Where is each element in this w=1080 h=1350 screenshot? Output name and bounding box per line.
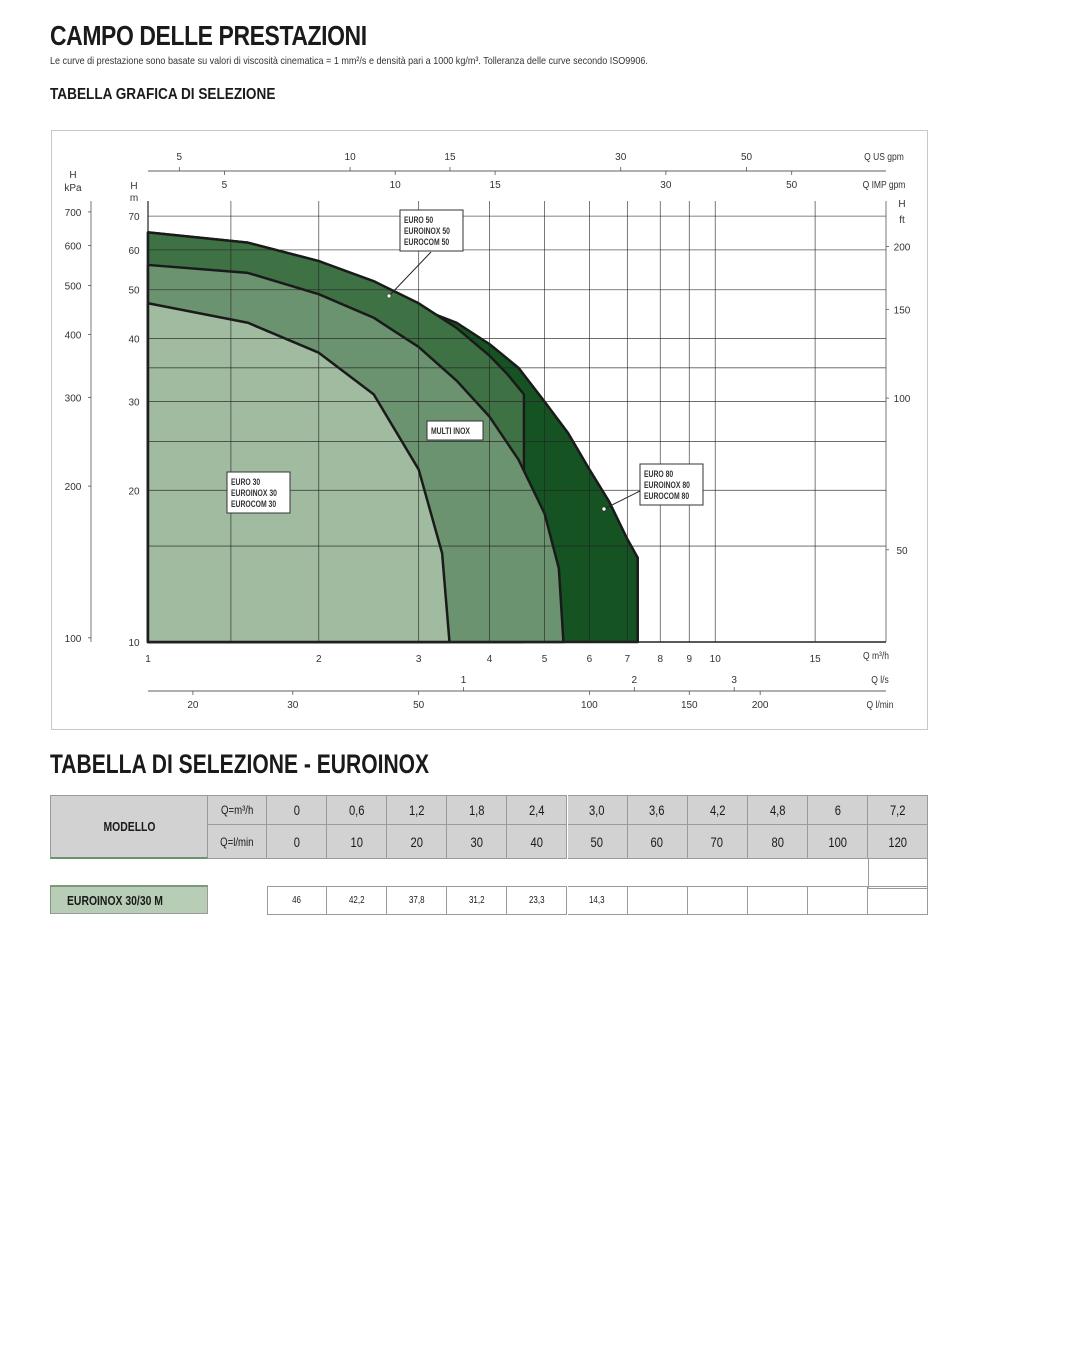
- curve-label-dot: [602, 507, 606, 511]
- curve-label-line: EURO 50: [404, 214, 434, 226]
- flow-m3h-header: [387, 795, 447, 825]
- y-kpa-tick-label: 100: [64, 633, 82, 645]
- value-cell: [748, 886, 808, 915]
- flow-m3h-header: [507, 795, 567, 825]
- curve-label-line: EUROCOM 80: [644, 490, 690, 502]
- y-kpa-unit: kPa: [64, 183, 82, 194]
- y-ft-tick-label: 50: [896, 545, 908, 557]
- y-ft-tick-label: 100: [893, 394, 911, 406]
- flow-lmin-header-text: 20: [410, 833, 423, 850]
- value-cell-text: 42,2: [348, 895, 365, 906]
- y-m-tick-label: 40: [128, 334, 140, 346]
- x-imp-gpm-axis-tick-label: 10: [389, 180, 401, 191]
- flow-lmin-header-text: 80: [771, 833, 784, 850]
- y-ft-title: H: [898, 199, 906, 210]
- flow-m3h-header-text: 4,2: [709, 802, 726, 818]
- flow-lmin-header-text: 30: [470, 833, 484, 850]
- flow-lmin-header: [267, 825, 327, 859]
- flow-lmin-header: [868, 825, 928, 859]
- x-us-gpm-axis-tick-label: 50: [741, 152, 753, 163]
- curve-label-line: EURO 30: [231, 476, 261, 488]
- y-kpa-tick-label: 600: [64, 241, 82, 253]
- flow-lmin-header-text: 40: [530, 833, 544, 850]
- x-us-gpm-axis-tick-label: 15: [444, 152, 456, 163]
- x-m3h-tick-label: 6: [586, 654, 593, 665]
- flow-m3h-header-text: 1,8: [469, 802, 485, 818]
- y-m-title: H: [130, 181, 138, 192]
- flow-m3h-header-text: 7,2: [889, 802, 906, 818]
- value-cell: [267, 886, 327, 915]
- curve-label-line: MULTI INOX: [431, 425, 470, 437]
- unit-lmin-header: [208, 825, 267, 859]
- x-imp-gpm-axis-tick-label: 50: [786, 180, 798, 191]
- flow-m3h-header: [267, 795, 327, 825]
- flow-m3h-header: [447, 795, 507, 825]
- flow-m3h-header-text: 1,2: [408, 802, 425, 818]
- value-cell: [868, 886, 928, 915]
- value-cell: [808, 886, 868, 915]
- flow-lmin-header: [568, 825, 628, 859]
- x-us-gpm-axis-title: Q US gpm: [864, 151, 904, 163]
- x-m3h-tick-label: 8: [657, 654, 664, 665]
- x-ls-axis-tick-label: 3: [731, 675, 737, 686]
- value-cell-text: 23,3: [529, 895, 545, 906]
- selection-table-title: TABELLA DI SELEZIONE - EUROINOX: [50, 749, 430, 779]
- flow-m3h-header-text: 4,8: [769, 802, 786, 818]
- unit-m3h-header-text: Q=m³/h: [220, 803, 254, 817]
- y-m-tick-label: 70: [128, 212, 140, 224]
- curve-label-line: EUROCOM 30: [231, 498, 277, 510]
- x-m3h-tick-label: 7: [624, 654, 631, 665]
- x-imp-gpm-axis-tick-label: 5: [221, 180, 228, 191]
- y-kpa-tick-label: 500: [64, 281, 82, 293]
- value-cell-text: 46: [292, 895, 302, 906]
- unit-m3h-header: [208, 795, 267, 825]
- y-kpa-tick-label: 700: [64, 207, 82, 219]
- curve-label-line: EUROINOX 30: [231, 487, 277, 499]
- value-cell-text: 31,2: [469, 895, 485, 906]
- x-lmin-axis-tick-label: 100: [581, 700, 598, 711]
- curve-label-line: EURO 80: [644, 468, 674, 480]
- x-m3h-tick-label: 10: [709, 654, 721, 665]
- model-header-text: MODELLO: [103, 819, 155, 834]
- y-ft-unit: ft: [899, 215, 905, 226]
- flow-lmin-header-text: 10: [350, 833, 363, 850]
- flow-lmin-header: [507, 825, 567, 859]
- x-m3h-tick-label: 4: [486, 654, 493, 665]
- flow-lmin-header-text: 0: [293, 833, 300, 850]
- performance-chart-frame: [51, 130, 928, 730]
- page-title: CAMPO DELLE PRESTAZIONI: [50, 20, 367, 51]
- flow-lmin-header-text: 60: [650, 833, 664, 850]
- x-imp-gpm-axis-title: Q IMP gpm: [862, 179, 906, 191]
- flow-m3h-header-text: 3,6: [649, 802, 665, 818]
- value-cell-text: 14,3: [589, 895, 605, 906]
- x-ls-axis-tick-label: 2: [631, 675, 638, 686]
- y-ft-tick-label: 150: [893, 305, 911, 317]
- y-m-unit: m: [129, 193, 139, 204]
- flow-lmin-header-text: 50: [590, 833, 604, 850]
- x-lmin-axis-tick-label: 20: [187, 700, 199, 711]
- model-name-cell-text: EUROINOX 30/30 M: [66, 892, 163, 908]
- flow-m3h-header: [748, 795, 808, 825]
- x-m3h-title: Q m³/h: [863, 650, 889, 662]
- value-cell: [568, 886, 628, 915]
- x-us-gpm-axis-tick-label: 30: [615, 152, 627, 163]
- x-m3h-tick-label: 2: [315, 654, 322, 665]
- flow-lmin-header: [387, 825, 447, 859]
- y-kpa-tick-label: 400: [64, 330, 82, 342]
- y-kpa-tick-label: 200: [64, 482, 82, 494]
- x-m3h-tick-label: 15: [809, 654, 821, 665]
- x-imp-gpm-axis-tick-label: 30: [660, 180, 672, 191]
- y-m-tick-label: 10: [128, 638, 140, 649]
- flow-lmin-header: [688, 825, 748, 859]
- model-name-cell: [50, 885, 208, 914]
- value-cell: [387, 886, 447, 915]
- y-kpa-title: H: [69, 170, 77, 181]
- x-lmin-axis-title: Q l/min: [866, 699, 894, 711]
- x-lmin-axis-tick-label: 50: [413, 700, 425, 711]
- flow-m3h-header: [628, 795, 688, 825]
- value-cell: [447, 886, 507, 915]
- curve-label-box-4: [602, 464, 703, 511]
- flow-m3h-header: [868, 795, 928, 825]
- value-cell: [507, 886, 567, 915]
- chart-section-title: TABELLA GRAFICA DI SELEZIONE: [50, 86, 276, 103]
- x-lmin-axis-tick-label: 150: [680, 700, 698, 711]
- x-lmin-axis-tick-label: 30: [287, 700, 299, 711]
- x-imp-gpm-axis-tick-label: 15: [489, 180, 501, 191]
- model-header: [50, 795, 208, 859]
- x-m3h-tick-label: 9: [686, 654, 693, 665]
- x-us-gpm-axis-tick-label: 5: [176, 152, 183, 163]
- curve-label-line: EUROINOX 80: [644, 479, 690, 491]
- y-m-tick-label: 30: [128, 397, 140, 409]
- flow-m3h-header-text: 2,4: [529, 802, 545, 818]
- x-us-gpm-axis-tick-label: 10: [344, 152, 356, 163]
- flow-m3h-header: [808, 795, 868, 825]
- x-ls-axis-tick-label: 1: [460, 675, 467, 686]
- x-m3h-tick-label: 3: [415, 654, 422, 665]
- flow-lmin-header: [808, 825, 868, 859]
- flow-lmin-header: [628, 825, 688, 859]
- x-lmin-axis-tick-label: 200: [751, 700, 769, 711]
- curve-label-box-1: [387, 210, 463, 298]
- curve-label-line: EUROCOM 50: [404, 236, 450, 248]
- flow-m3h-header: [688, 795, 748, 825]
- curve-label-line: EUROINOX 50: [404, 225, 450, 237]
- x-ls-axis-title: Q l/s: [871, 674, 889, 686]
- unit-lmin-header-text: Q=l/min: [220, 834, 254, 849]
- value-cell: [327, 886, 387, 915]
- y-ft-tick-label: 200: [893, 242, 911, 254]
- spacer-cell: [868, 859, 928, 889]
- flow-m3h-header: [568, 795, 628, 825]
- flow-m3h-header-text: 0,6: [348, 802, 365, 818]
- y-m-tick-label: 20: [128, 486, 140, 498]
- flow-lmin-header: [748, 825, 808, 859]
- flow-m3h-header-text: 0: [293, 802, 300, 818]
- performance-note: Le curve di prestazione sono basate su valori di viscosità cinematica = 1 mm²/s e densità pari a 1000 kg/m³. Tolleranza delle curve secondo ISO9906.: [50, 55, 648, 67]
- y-kpa-tick-label: 300: [64, 393, 82, 405]
- flow-m3h-header-text: 3,0: [589, 802, 605, 818]
- curve-label-box-2: [427, 421, 483, 440]
- x-m3h-tick-label: 5: [541, 654, 548, 665]
- curve-label-box-3: [227, 472, 290, 513]
- flow-lmin-header-text: 70: [710, 833, 724, 850]
- flow-lmin-header: [447, 825, 507, 859]
- curve-label-dot: [387, 294, 391, 298]
- flow-m3h-header-text: 6: [834, 802, 841, 818]
- y-m-tick-label: 60: [128, 245, 140, 257]
- x-m3h-tick-label: 1: [145, 654, 151, 665]
- value-cell: [688, 886, 748, 915]
- y-m-tick-label: 50: [128, 285, 140, 297]
- flow-lmin-header-text: 100: [828, 833, 847, 850]
- flow-m3h-header: [327, 795, 387, 825]
- performance-chart: [52, 131, 929, 731]
- flow-lmin-header: [327, 825, 387, 859]
- value-cell-text: 37,8: [408, 895, 425, 906]
- flow-lmin-header-text: 120: [888, 833, 907, 850]
- value-cell: [628, 886, 688, 915]
